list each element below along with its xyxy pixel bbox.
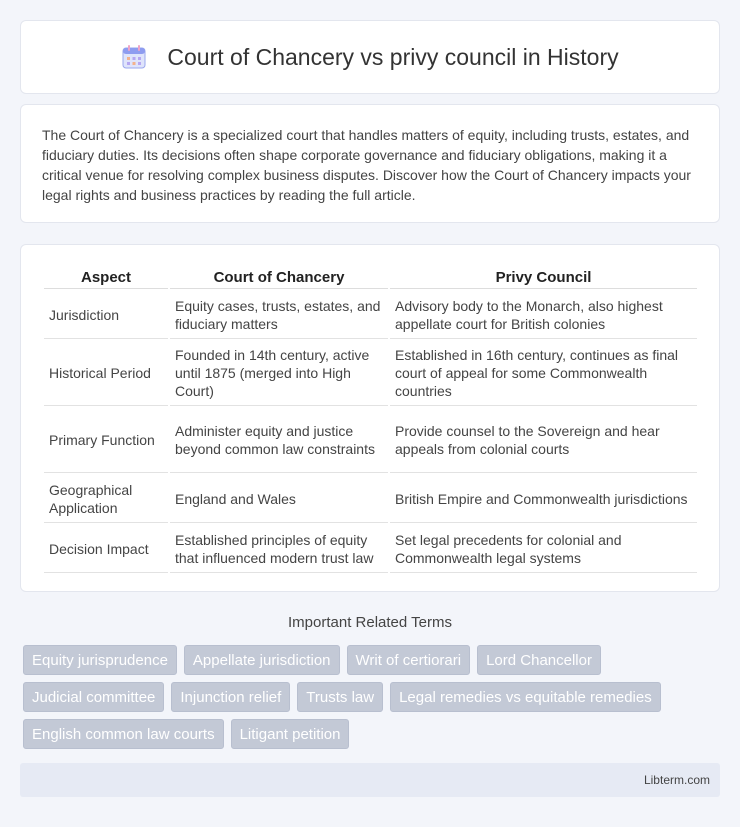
table-row xyxy=(44,525,697,573)
table-cell: Jurisdiction xyxy=(44,291,168,339)
table-cell: Set legal precedents for colonial and Commonwealth legal systems xyxy=(390,525,697,573)
table-cell: Provide counsel to the Sovereign and hear appeals from colonial courts xyxy=(390,408,697,473)
table-row xyxy=(44,408,697,473)
page-title: Court of Chancery vs privy council in History xyxy=(167,43,619,70)
related-term-tag[interactable]: Writ of certiorari xyxy=(347,645,471,675)
table-cell: Established in 16th century, continues as final court of appeal for some Commonwealth countries xyxy=(390,341,697,406)
related-term-tag[interactable]: Litigant petition xyxy=(231,719,350,749)
header-aspect: Aspect xyxy=(44,265,168,289)
table-cell: Administer equity and justice beyond common law constraints xyxy=(170,408,388,473)
table-row xyxy=(44,341,697,406)
table-cell: Geographical Application xyxy=(44,475,168,523)
related-term-tag[interactable]: Trusts law xyxy=(297,682,383,712)
table-cell: British Empire and Commonwealth jurisdictions xyxy=(390,475,697,523)
table-row xyxy=(44,475,697,523)
table-cell: Primary Function xyxy=(44,408,168,473)
title-card xyxy=(20,20,720,94)
related-term-tag[interactable]: Legal remedies vs equitable remedies xyxy=(390,682,661,712)
related-term-tag[interactable]: Injunction relief xyxy=(171,682,290,712)
intro-paragraph: The Court of Chancery is a specialized court that handles matters of equity, including trusts, estates, and fiduciary duties. Its decisions often shape corporate governance and fiduciary obligations, making it a critical venue for resolving complex business disputes. Discover how the Court of Chancery impacts your legal rights and business practices by reading the full article. xyxy=(42,127,691,203)
related-term-tag[interactable]: Equity jurisprudence xyxy=(23,645,177,675)
intro-card xyxy=(20,104,720,223)
related-term-tag[interactable]: Judicial committee xyxy=(23,682,164,712)
table-cell: Established principles of equity that influenced modern trust law xyxy=(170,525,388,573)
footer-brand[interactable]: Libterm.com xyxy=(643,773,710,787)
table-row xyxy=(44,291,697,339)
header-privy-council: Privy Council xyxy=(390,265,697,289)
table-header-row xyxy=(44,265,697,289)
related-term-tag[interactable]: Lord Chancellor xyxy=(477,645,601,675)
table-cell: Historical Period xyxy=(44,341,168,406)
comparison-table-card xyxy=(20,244,720,592)
related-term-tag[interactable]: English common law courts xyxy=(23,719,224,749)
related-term-tag[interactable]: Appellate jurisdiction xyxy=(184,645,340,675)
footer xyxy=(20,763,720,797)
calendar-icon xyxy=(121,44,147,70)
related-terms-heading: Important Related Terms xyxy=(288,614,452,631)
table-cell: Advisory body to the Monarch, also highest appellate court for British colonies xyxy=(390,291,697,339)
header-court-of-chancery: Court of Chancery xyxy=(170,265,388,289)
related-terms-list xyxy=(23,645,723,756)
comparison-table xyxy=(42,263,699,575)
table-cell: England and Wales xyxy=(170,475,388,523)
table-cell: Decision Impact xyxy=(44,525,168,573)
table-cell: Equity cases, trusts, estates, and fiduciary matters xyxy=(170,291,388,339)
table-cell: Founded in 14th century, active until 1875 (merged into High Court) xyxy=(170,341,388,406)
